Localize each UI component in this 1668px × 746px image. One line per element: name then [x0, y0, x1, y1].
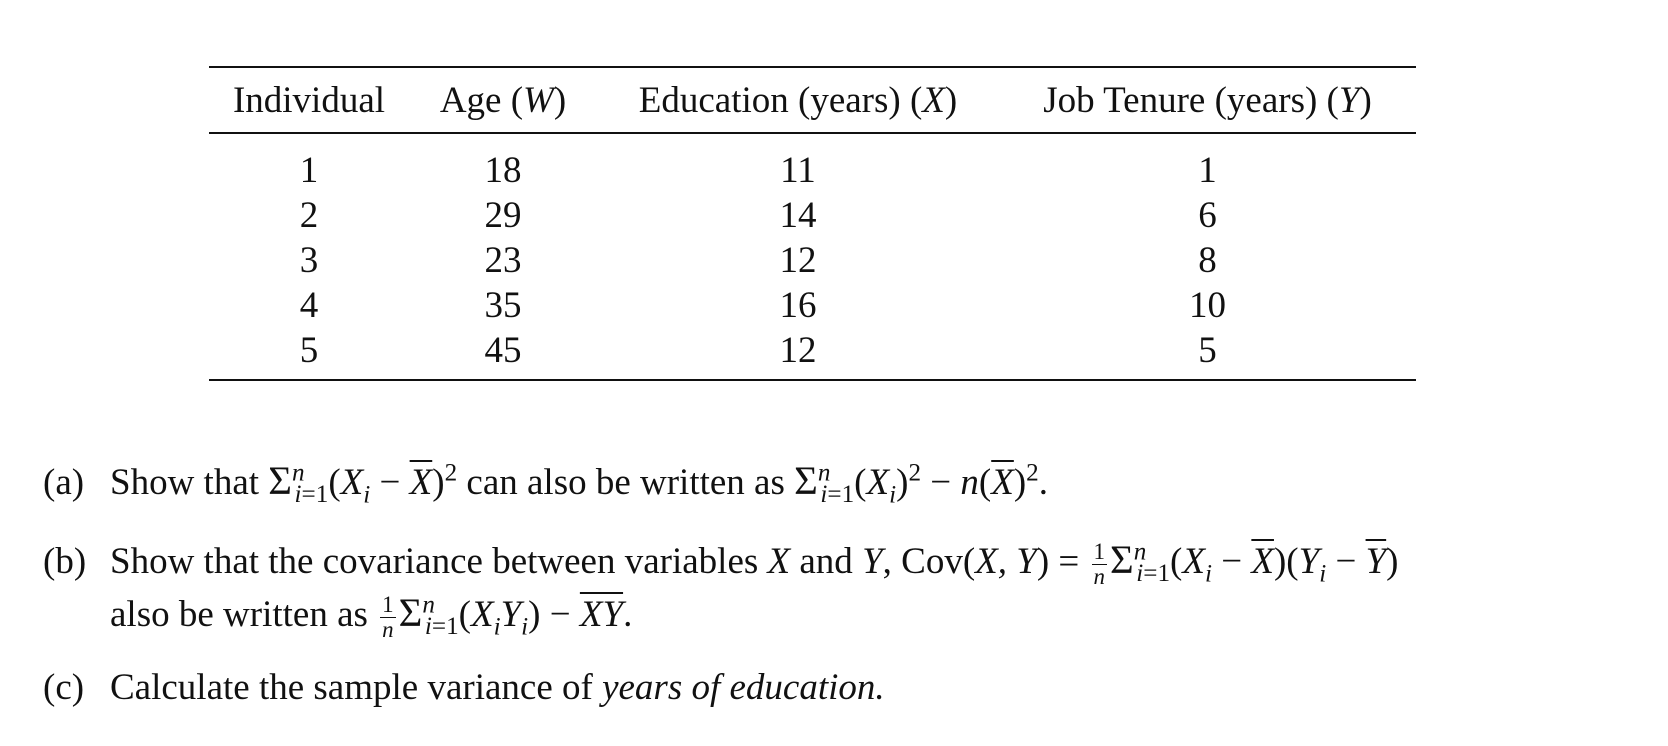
table-cell: 5 — [209, 328, 409, 380]
question-text: Show that the covariance between variables X and Y, Cov(X, Y) = $\frac{1}{n}$ $\Sigma^n_{i=1}(X_i - \overline{X})(Y_i - \overline{Y})$ — [110, 537, 1399, 590]
sum-formula: $\Sigma^n_{i=1}$ — [268, 458, 329, 509]
table-row — [209, 133, 1416, 193]
table-cell: 1 — [1198, 150, 1217, 191]
column-header-age: Age (W) — [409, 67, 597, 133]
table-cell: 4 — [299, 285, 319, 326]
sum-formula: $\Sigma^n_{i=1}$ — [398, 590, 459, 641]
table-cell: 29 — [484, 195, 522, 236]
table-cell: 6 — [1198, 195, 1217, 236]
column-header-individual: Individual — [209, 67, 409, 133]
table-header-row — [209, 67, 1416, 133]
question-label: (b) — [43, 541, 87, 582]
table-cell: 16 — [779, 285, 817, 326]
sum-formula: $\Sigma^n_{i=1}$ — [1110, 537, 1171, 588]
table-cell: 45 — [409, 328, 597, 380]
question-b — [43, 536, 1663, 642]
table-cell: 1 — [299, 150, 319, 191]
sum-formula: $\Sigma^n_{i=1}$ — [794, 458, 855, 509]
question-label: (c) — [43, 667, 85, 708]
question-c — [43, 664, 1663, 712]
question-text: Calculate the sample variance of years of education. — [110, 667, 885, 708]
fraction: $\frac{1}{n}$ — [382, 592, 394, 643]
table-cell: 11 — [780, 150, 816, 191]
table-cell: 5 — [999, 328, 1416, 380]
question-label: (a) — [43, 462, 85, 503]
table-cell: 18 — [484, 150, 522, 191]
table-cell: 8 — [1198, 240, 1217, 281]
table-row — [209, 238, 1416, 283]
question-text: Show that $\Sigma^n_{i=1}(X_i - \overline{X})^2$ can also be written as $\Sigma^n_{i=1}(X_i)^2 - n(\overline{X})^2$. — [110, 458, 1048, 509]
table-cell: 23 — [484, 240, 522, 281]
table-cell: 10 — [1189, 285, 1226, 326]
data-table — [209, 66, 1416, 381]
fraction: $\frac{1}{n}$ — [1093, 538, 1106, 590]
table-row — [209, 283, 1416, 328]
question-text-line2: also be written as $\frac{1}{n}$ $\Sigma^n_{i=1}(X_iY_i) - \overline{XY}$. — [110, 590, 633, 643]
table-row — [209, 328, 1416, 380]
table-cell: 2 — [299, 195, 319, 236]
question-a — [43, 457, 1663, 507]
column-header-education: Education (years) (X) — [597, 67, 999, 133]
table-cell: 12 — [597, 328, 999, 380]
table-row — [209, 193, 1416, 238]
table-cell: 14 — [779, 195, 817, 236]
column-header-job-tenure: Job Tenure (years) (Y) — [999, 67, 1416, 133]
table-cell: 12 — [779, 240, 817, 281]
table-cell: 3 — [299, 240, 319, 281]
table-cell: 35 — [484, 285, 522, 326]
